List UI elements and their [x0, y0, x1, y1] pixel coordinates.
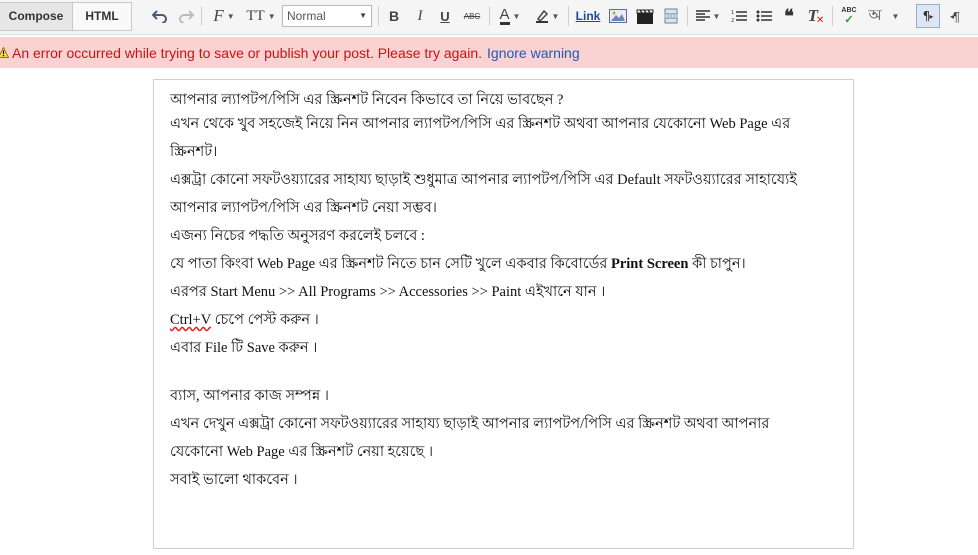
bold-button[interactable] — [384, 5, 404, 27]
toolbar-separator — [687, 6, 688, 26]
warning-message: An error occurred while trying to save or publish your post. Please try again. — [12, 44, 483, 61]
image-icon — [609, 9, 627, 23]
editor-toolbar — [0, 0, 978, 35]
paragraph-text: কী চাপুন। — [692, 256, 746, 272]
underline-icon: U — [440, 8, 450, 24]
rtl-icon: ¶ — [953, 8, 960, 24]
bold-icon: B — [388, 8, 400, 24]
paragraph-line: এক্সট্রা কোনো সফটওয়্যারের সাহায্য ছাড়াই শুধুমাত্র আপনার ল্যাপটপ/পিসি এর Default সফটওয়্যারের সাহায্যেই — [170, 172, 797, 188]
paragraph-text: যে পাতা কিংবা Web Page এর স্ক্রিনশট নিতে চান সেটি খুলে একবার কিবোর্ডের — [170, 256, 608, 272]
paragraph-format-value: Normal — [287, 9, 326, 23]
quote-icon: ❝ — [784, 5, 794, 26]
paragraph-line: এজন্য নিচের পদ্ধতি অনুসরণ করলেই চলবে : — [170, 228, 425, 244]
bulleted-list-button[interactable] — [754, 5, 774, 27]
paragraph-line — [170, 250, 840, 278]
ltr-icon: ¶ — [922, 9, 931, 23]
text-color-icon: A — [499, 5, 510, 23]
post-body[interactable] — [170, 90, 840, 494]
tab-compose[interactable]: Compose — [0, 3, 73, 30]
jump-break-icon — [663, 8, 679, 24]
font-family-button[interactable]: F ▼ — [213, 6, 235, 25]
toolbar-separator — [489, 6, 490, 26]
strikethrough-icon: ABC — [463, 11, 481, 21]
undo-icon — [152, 9, 168, 23]
paragraph-line: এরপর Start Menu >> All Programs >> Accessories >> Paint এইখানে যান । — [170, 284, 606, 300]
post-editor[interactable] — [153, 79, 854, 549]
strikethrough-button[interactable] — [460, 5, 484, 27]
chevron-down-icon: ▼ — [359, 11, 367, 20]
highlight-button[interactable]: ▼ — [532, 5, 562, 27]
video-button[interactable] — [634, 5, 656, 27]
tab-html[interactable]: HTML — [73, 3, 131, 30]
quote-button[interactable] — [779, 5, 799, 27]
redo-icon — [178, 9, 194, 23]
link-button[interactable]: Link — [575, 9, 601, 23]
bulleted-list-icon — [756, 9, 772, 23]
blank-line — [170, 362, 840, 382]
mode-tabs — [0, 2, 132, 31]
text-color-button[interactable]: A ▼ — [499, 5, 521, 23]
toolbar-separator — [568, 6, 569, 26]
warning-icon — [0, 47, 9, 58]
numbered-list-icon — [731, 9, 747, 23]
remove-format-button[interactable]: T ✕ — [807, 6, 825, 26]
spellcheck-button[interactable]: ABC ✓ — [841, 7, 857, 26]
paragraph-line: আপনার ল্যাপটপ/পিসি এর স্ক্রিনশট নেয়া সম্ভব। — [170, 200, 437, 216]
ltr-button[interactable]: ¶ ▸ — [916, 4, 940, 28]
transliterate-button[interactable]: অ ▼ — [864, 5, 904, 27]
align-button[interactable]: ▼ — [693, 5, 723, 27]
align-icon — [696, 10, 710, 22]
paragraph-line: এখন থেকে খুব সহজেই নিয়ে নিন আপনার ল্যাপটপ/পিসি এর স্ক্রিনশট অথবা আপনার যেকোনো Web Page এর — [170, 116, 791, 132]
highlight-icon — [535, 9, 549, 23]
font-size-icon: TT — [246, 7, 265, 24]
video-icon — [636, 9, 654, 24]
paragraph-line: ব্যাস, আপনার কাজ সম্পন্ন । — [170, 388, 329, 404]
italic-button[interactable] — [410, 5, 430, 27]
paragraph-line: এবার File টি Save করুন । — [170, 340, 318, 356]
toolbar-separator — [832, 6, 833, 26]
paragraph-line: সবাই ভালো থাকবেন । — [170, 472, 298, 488]
paragraph-line: স্ক্রিনশট। — [170, 144, 218, 160]
redo-button[interactable] — [176, 5, 196, 27]
toolbar-separator — [201, 6, 202, 26]
font-size-button[interactable]: TT ▼ — [246, 7, 276, 24]
ignore-warning-link[interactable]: Ignore warning — [487, 44, 580, 61]
transliterate-icon: অ — [868, 6, 882, 24]
spellcheck-icon: ABC — [841, 7, 857, 14]
paragraph-line: আপনার ল্যাপটপ/পিসি এর স্ক্রিনশট নিবেন কিভাবে তা নিয়ে ভাবছেন ? — [170, 92, 564, 108]
toolbar-separator — [378, 6, 379, 26]
undo-button[interactable] — [150, 5, 170, 27]
error-warning-bar — [0, 37, 978, 68]
image-button[interactable] — [607, 5, 629, 27]
underline-button[interactable] — [435, 5, 455, 27]
print-screen-text: Print Screen — [610, 256, 689, 272]
svg-text:1: 1 — [731, 10, 735, 16]
paragraph-line: এখন দেখুন এক্সট্রা কোনো সফটওয়্যারের সাহায্য ছাড়াই আপনার ল্যাপটপ/পিসি এর স্ক্রিনশট অথবা আপনার — [170, 416, 770, 432]
numbered-list-button[interactable] — [729, 5, 749, 27]
remove-format-icon: T — [807, 6, 818, 25]
misspelled-word[interactable]: Ctrl+V — [170, 312, 211, 328]
italic-icon: I — [417, 7, 423, 24]
paragraph-line — [170, 306, 840, 334]
font-family-icon: F — [213, 6, 224, 25]
paragraph-text: চেপে পেস্ট করুন । — [210, 312, 319, 328]
svg-text:2: 2 — [731, 18, 735, 23]
jump-break-button[interactable] — [660, 5, 682, 27]
paragraph-line: যেকোনো Web Page এর স্ক্রিনশট নেয়া হয়েছে । — [170, 444, 434, 460]
rtl-button[interactable]: ◂ ¶ — [950, 8, 960, 24]
paragraph-format-select[interactable] — [282, 5, 372, 27]
